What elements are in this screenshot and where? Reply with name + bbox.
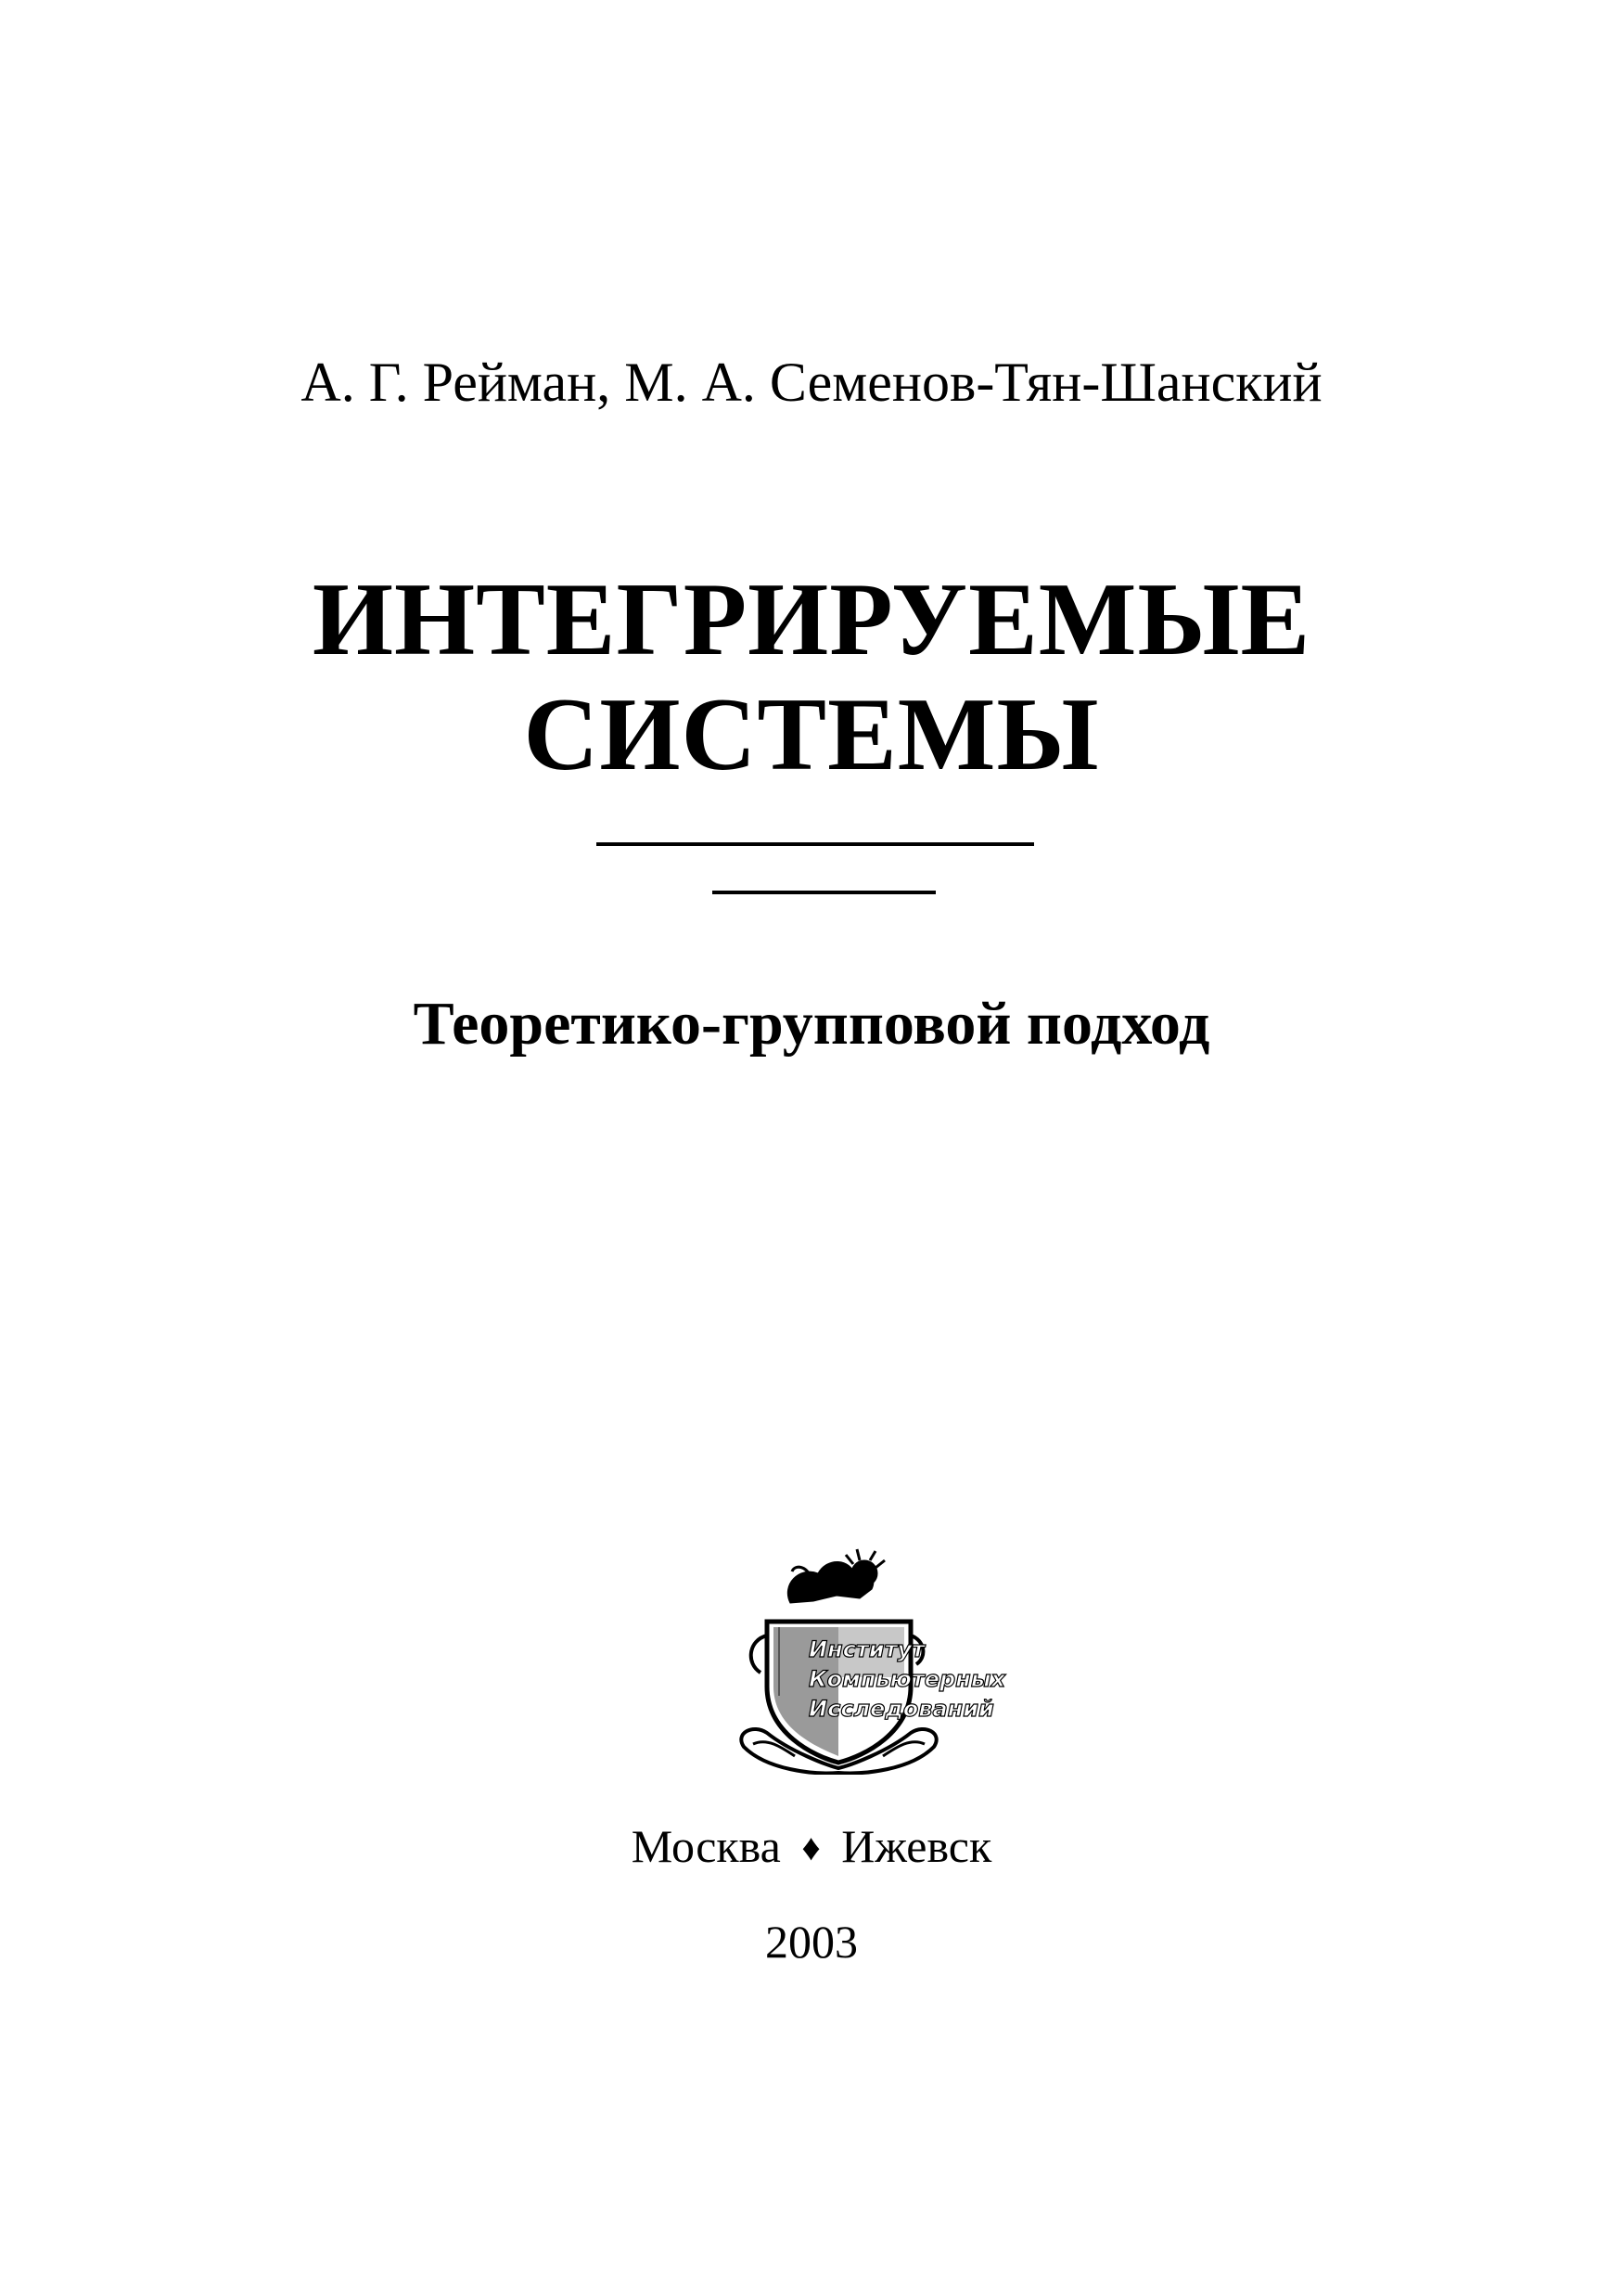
book-subtitle: Теоретико-групповой подход: [413, 990, 1210, 1058]
logo-text-line-2: Компьютерных: [809, 1666, 1005, 1692]
book-title-line-2: СИСТЕМЫ: [523, 677, 1100, 792]
imprint-city-1: Москва: [631, 1820, 781, 1872]
publisher-crest-icon: [725, 1547, 1027, 1775]
logo-text-line-3: Исследований: [809, 1696, 994, 1722]
book-title: [0, 562, 1623, 792]
divider-short: [712, 891, 936, 894]
publisher-logo: [725, 1547, 1027, 1775]
imprint-year: 2003: [765, 1916, 858, 1968]
imprint-cities: [0, 1816, 1623, 1878]
book-title-line-1: ИНТЕГРИРУЕМЫЕ: [312, 562, 1311, 677]
divider-long: [596, 842, 1034, 846]
diamond-separator-icon: ♦: [801, 1827, 821, 1868]
authors-line: А. Г. Рейман, М. А. Семенов-Тян-Шанский: [300, 352, 1323, 413]
logo-text-line-1: Институт: [809, 1636, 926, 1662]
imprint-city-2: Ижевск: [841, 1820, 992, 1872]
